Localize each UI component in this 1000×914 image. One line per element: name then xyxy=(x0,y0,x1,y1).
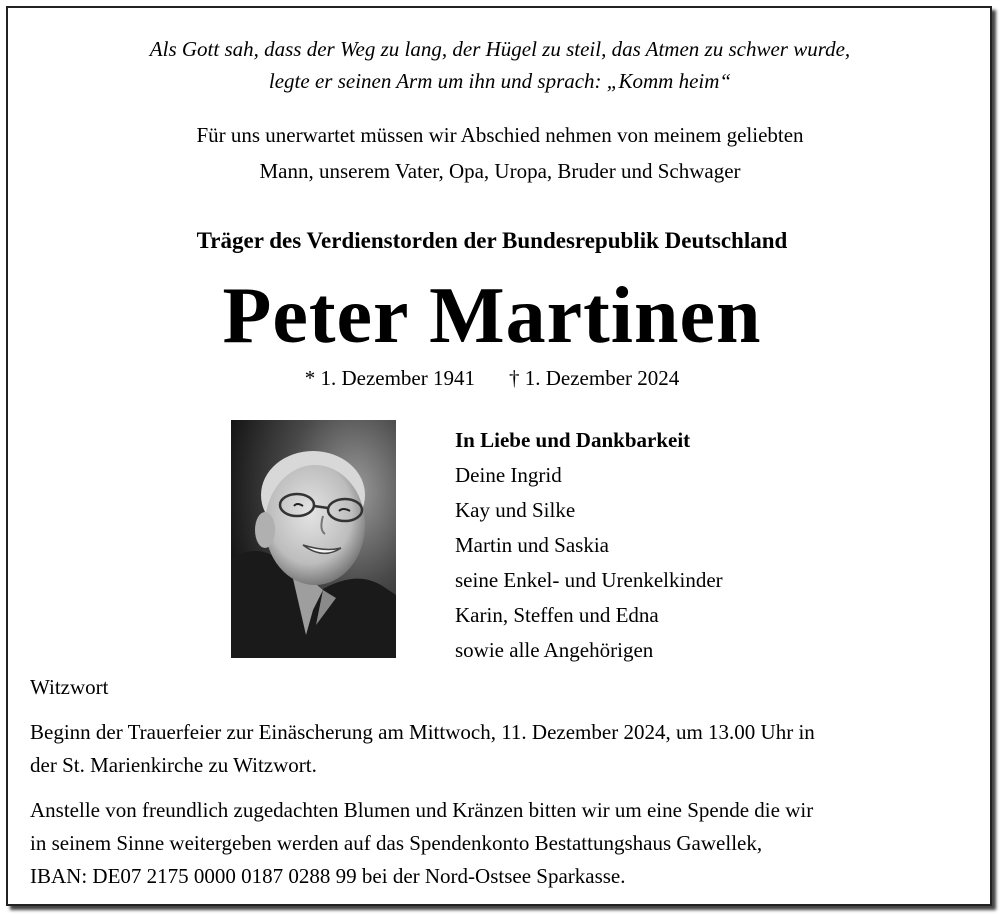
family-heading: In Liebe und Dankbarkeit xyxy=(455,428,691,452)
portrait-photo xyxy=(231,420,396,658)
ceremony-line-1: Beginn der Trauerfeier zur Einäscherung am Mittwoch, 11. Dezember 2024, um 13.00 Uhr in xyxy=(30,720,815,744)
family-member: sowie alle Angehörigen xyxy=(455,638,654,662)
portrait-illustration xyxy=(231,420,396,658)
opening-quote xyxy=(0,33,1000,97)
family-member: Kay und Silke xyxy=(455,498,576,522)
family-member: seine Enkel- und Urenkelkinder xyxy=(455,568,723,592)
deceased-name: Peter Martinen xyxy=(222,272,762,360)
donation-line-2: in seinem Sinne weitergeben werden auf das Spendenkonto Bestattungshaus Gawellek, xyxy=(30,831,763,855)
donation-line-3: IBAN: DE07 2175 0000 0187 0288 99 bei der Nord-Ostsee Sparkasse. xyxy=(30,864,626,888)
ceremony-line-2: der St. Marienkirche zu Witzwort. xyxy=(30,753,317,777)
honor-title: Träger des Verdienstorden der Bundesrepublik Deutschland xyxy=(196,228,788,253)
intro-text xyxy=(0,117,1000,189)
donation-notice xyxy=(30,794,980,893)
family-member: Martin und Saskia xyxy=(455,533,609,557)
family-signatures xyxy=(455,423,723,668)
death-date: † 1. Dezember 2024 xyxy=(509,366,680,390)
ceremony-notice xyxy=(30,716,980,782)
intro-line-1: Für uns unerwartet müssen wir Abschied nehmen von meinem geliebten xyxy=(196,123,804,147)
intro-line-2: Mann, unserem Vater, Opa, Uropa, Bruder und Schwager xyxy=(259,159,741,183)
birth-date: * 1. Dezember 1941 xyxy=(304,366,475,390)
quote-line-1: Als Gott sah, dass der Weg zu lang, der Hügel zu steil, das Atmen zu schwer wurde, xyxy=(149,37,851,61)
place-name: Witzwort xyxy=(30,675,109,699)
donation-line-1: Anstelle von freundlich zugedachten Blumen und Kränzen bitten wir um eine Spende die wir xyxy=(30,798,814,822)
quote-line-2: legte er seinen Arm um ihn und sprach: „Komm heim“ xyxy=(268,69,732,93)
family-member: Karin, Steffen und Edna xyxy=(455,603,659,627)
life-dates xyxy=(0,366,984,391)
family-member: Deine Ingrid xyxy=(455,463,562,487)
